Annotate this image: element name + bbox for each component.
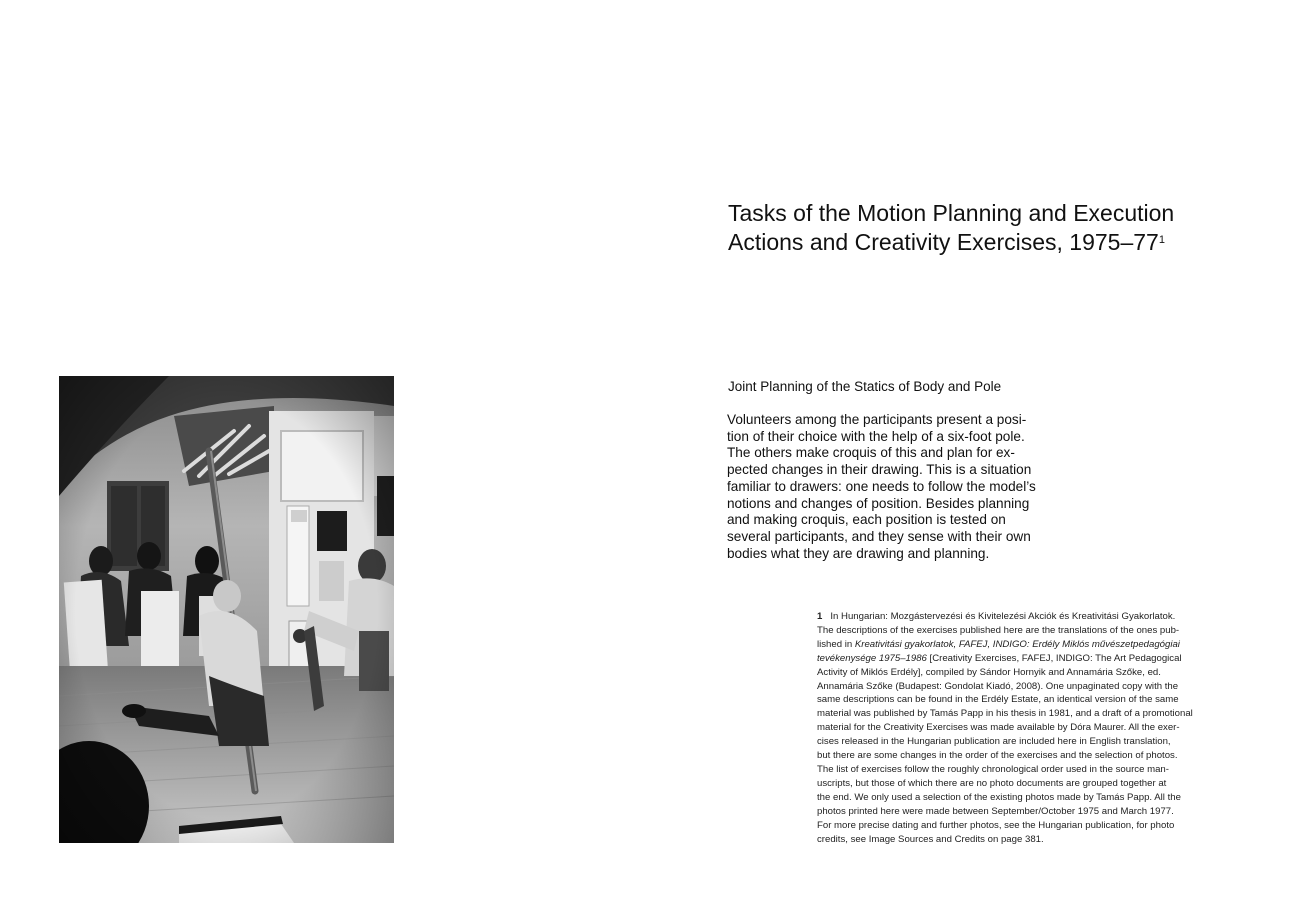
- footnote-line: cises released in the Hungarian publication are included here in English translation,: [817, 736, 1171, 748]
- footnote-number: 1: [817, 611, 823, 622]
- body-line: and making croquis, each position is tested on: [727, 512, 1006, 528]
- footnote-italic-title: Kreativitási gyakorlatok, FAFEJ, INDIGO: Erdély Miklós művészetpedagógiai: [854, 638, 1180, 650]
- footnote-text: lished in: [817, 638, 855, 650]
- body-line: Volunteers among the participants present a posi-: [727, 412, 1027, 427]
- footnote-line: material for the Creativity Exercises was made available by Dóra Maurer. All the exer-: [817, 722, 1180, 734]
- footnote-line: [817, 610, 1242, 624]
- footnote-line: uscripts, but those of which there are no photo documents are grouped together at: [817, 777, 1167, 789]
- footnote-line: The descriptions of the exercises published here are the translations of the ones pub-: [817, 624, 1180, 636]
- footnote-line: Activity of Miklós Erdély], compiled by Sándor Hornyik and Annamária Szőke, ed.: [817, 666, 1161, 678]
- footnote-line: The list of exercises follow the roughly chronological order used in the source man-: [817, 763, 1169, 775]
- body-line: notions and changes of position. Besides planning: [727, 495, 1030, 511]
- body-line: The others make croquis of this and plan for ex-: [727, 445, 1015, 461]
- page-title: [728, 199, 1268, 257]
- footnote-line: same descriptions can be found in the Erdély Estate, an identical version of the same: [817, 694, 1179, 706]
- footnote-line: material was published by Tamás Papp in his thesis in 1981, and a draft of a promotional: [817, 708, 1193, 720]
- body-line: familiar to drawers: one needs to follow the model’s: [727, 478, 1036, 494]
- section-heading: Joint Planning of the Statics of Body and Pole: [728, 379, 1002, 394]
- footnote-line: but there are some changes in the order of the exercises and the selection of photos.: [817, 750, 1178, 762]
- body-line: bodies what they are drawing and planning.: [727, 545, 990, 561]
- footnote-italic-title: tevékenysége 1975–1986: [817, 652, 927, 664]
- footnote-text: [Creativity Exercises, FAFEJ, INDIGO: The Art Pedagogical: [926, 652, 1182, 664]
- footnote-line: [817, 652, 1242, 666]
- workshop-photo-graphic: [59, 376, 394, 843]
- footnote-text: In Hungarian: Mozgástervezési és Kivitelezési Akciók és Kreativitási Gyakorlatok.: [830, 611, 1176, 622]
- footnote-line: For more precise dating and further photos, see the Hungarian publication, for photo: [817, 819, 1175, 831]
- body-line: pected changes in their drawing. This is a situation: [727, 462, 1032, 478]
- footnote-line: credits, see Image Sources and Credits on page 381.: [817, 833, 1044, 845]
- body-line: several participants, and they sense with their own: [727, 528, 1031, 544]
- footnote-line: [817, 638, 1242, 652]
- footnote-reference: 1: [1158, 234, 1165, 246]
- body-line: tion of their choice with the help of a six-foot pole.: [727, 428, 1025, 444]
- body-paragraph: [727, 412, 1067, 562]
- footnote-line: photos printed here were made between September/October 1975 and March 1977.: [817, 805, 1174, 817]
- footnote: [817, 610, 1242, 846]
- footnote-line: the end. We only used a selection of the existing photos made by Tamás Papp. All the: [817, 791, 1181, 803]
- workshop-photo: [59, 376, 394, 843]
- title-line-1: Tasks of the Motion Planning and Execution: [728, 200, 1175, 226]
- footnote-line: Annamária Szőke (Budapest: Gondolat Kiadó, 2008). One unpaginated copy with the: [817, 680, 1179, 692]
- title-line-2: Actions and Creativity Exercises, 1975–77: [728, 229, 1159, 255]
